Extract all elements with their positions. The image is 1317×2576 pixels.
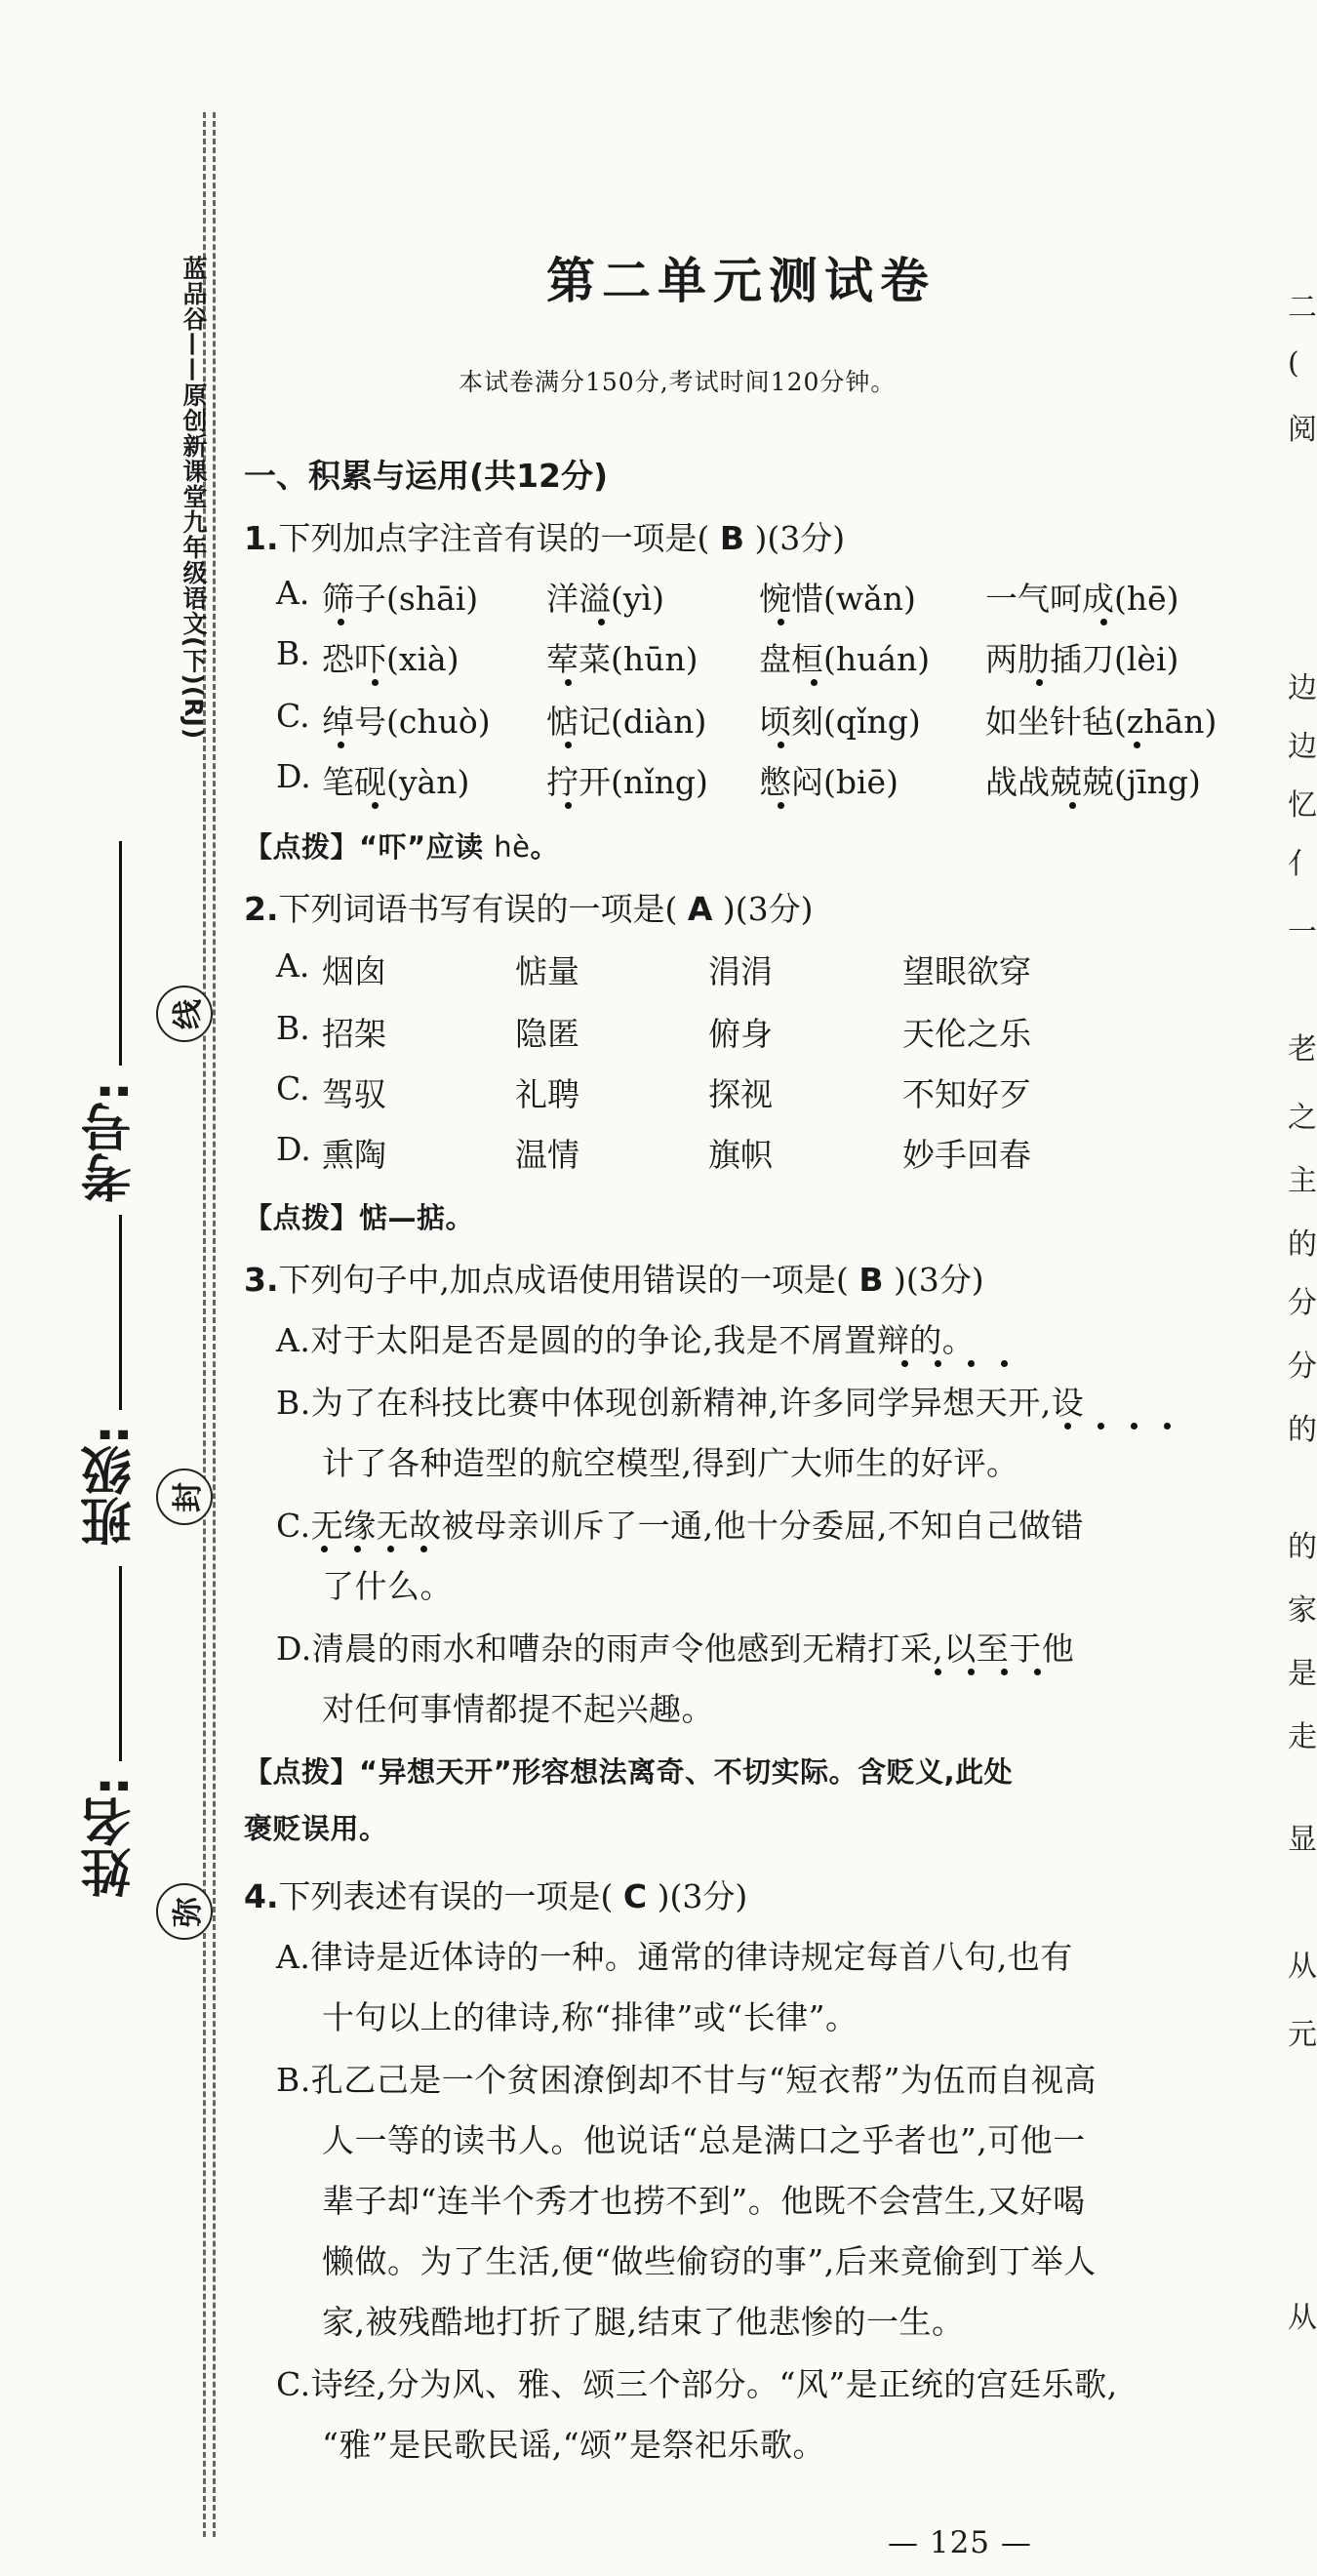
option-b-letter: B. [276, 634, 310, 672]
emphasis-dot [778, 742, 784, 748]
emphasis-dot [1098, 1423, 1104, 1429]
emphasis-dot [420, 1546, 427, 1552]
field-label-class: 班级: [82, 1425, 140, 1547]
binding-dashed-line-inner [213, 112, 216, 2537]
field-label-name: 姓名: [82, 1776, 140, 1898]
question-stem: 下列表述有误的一项是( [278, 1877, 614, 1915]
field-line-name[interactable] [119, 1566, 122, 1761]
right-page-fragment: 二 [1288, 291, 1317, 325]
emphasis-dot [1036, 679, 1043, 686]
option-d-letter: D. [276, 757, 311, 795]
option-c-letter: C. [276, 1069, 310, 1107]
tip-continued-text: 褒贬误用。 [244, 1812, 388, 1845]
option-b-line: B.孔乙己是一个贫困潦倒却不甘与“短衣帮”为伍而自视高 [276, 2061, 1097, 2099]
right-page-fragment: 是 [1288, 1657, 1317, 1691]
question-1-tip [244, 825, 559, 865]
option-cell: 涓涓 [708, 952, 773, 990]
option-cell: 拧开(nǐng) [546, 763, 708, 801]
seal-mark-line: 线 [156, 986, 213, 1042]
question-score: )(3分) [657, 1877, 748, 1915]
right-page-fragment: 之 [1288, 1101, 1317, 1135]
emphasis-dot [1131, 1423, 1137, 1429]
option-d-line: D.清晨的雨水和嘈杂的雨声令他感到无精打采,以至于他 [276, 1630, 1075, 1668]
emphasis-dot [935, 1669, 941, 1675]
option-cell: 顷刻(qǐng) [759, 703, 921, 741]
option-cell: 憋闷(biē) [759, 763, 898, 801]
question-number: 2. [244, 890, 279, 928]
option-a-letter: A. [276, 574, 310, 612]
question-number: 1. [244, 519, 279, 557]
option-cell: 盘桓(huán) [759, 640, 931, 678]
answer-mark: C [622, 1877, 648, 1915]
option-b-line: B.为了在科技比赛中体现创新精神,许多同学异想天开,设 [276, 1384, 1085, 1422]
question-score: )(3分) [722, 890, 814, 928]
question-score: )(3分) [754, 519, 846, 557]
field-label-exam-number: 考号: [82, 1081, 140, 1203]
option-a-line: A.律诗是近体诗的一种。通常的律诗规定每首八句,也有 [276, 1938, 1073, 1976]
emphasis-dot [778, 619, 784, 625]
page-title: 第二单元测试卷 [546, 253, 936, 309]
right-page-fragment: 主 [1288, 1164, 1317, 1198]
answer-mark: B [719, 519, 745, 557]
question-2-stem [244, 884, 814, 930]
option-cell: 洋溢(yì) [546, 580, 664, 618]
right-page-fragment: 分 [1288, 1286, 1317, 1320]
tip-text: 惦—掂。 [359, 1201, 475, 1234]
emphasis-dot [778, 802, 784, 809]
option-cell: 俯身 [708, 1015, 773, 1053]
right-page-fragment: 边 [1288, 671, 1317, 705]
tip-pinyin: hè [494, 830, 531, 864]
emphasis-dot [565, 742, 572, 748]
answer-mark: A [687, 890, 713, 928]
right-page-fragment: 一 [1288, 915, 1317, 949]
right-page-fragment-strip [1286, 0, 1317, 2576]
option-b-line: 辈子却“连半个秀才也捞不到”。他既不会营生,又好喝 [322, 2182, 1086, 2220]
question-stem: 下列加点字注音有误的一项是( [278, 519, 710, 557]
option-cell: 熏陶 [322, 1136, 386, 1174]
option-cell: 天伦之乐 [902, 1015, 1031, 1053]
right-page-fragment: 老 [1288, 1032, 1317, 1067]
emphasis-dot [1100, 619, 1107, 625]
option-c-letter: C. [276, 697, 310, 735]
emphasis-dot [1064, 1423, 1071, 1429]
right-page-fragment: 的 [1288, 1228, 1317, 1262]
option-c-line: 了什么。 [322, 1567, 453, 1605]
right-page-fragment: 走 [1288, 1720, 1317, 1754]
right-page-fragment: 的 [1288, 1413, 1317, 1447]
option-b-line: 人一等的读书人。他说话“总是满口之乎者也”,可他一 [322, 2121, 1086, 2159]
emphasis-dot [338, 742, 344, 748]
option-cell: 惋惜(wǎn) [759, 580, 916, 618]
right-page-fragment: 分 [1288, 1349, 1317, 1384]
tip-end: 。 [530, 830, 559, 864]
emphasis-dot [565, 802, 572, 809]
emphasis-dot [598, 619, 605, 625]
question-2-tip [244, 1196, 474, 1236]
option-a-line: 十句以上的律诗,称“排律”或“长律”。 [322, 1998, 858, 2036]
option-cell: 如坐针毡(zhān) [985, 703, 1217, 741]
option-cell: 恐吓(xià) [322, 640, 459, 678]
option-cell: 旗帜 [708, 1136, 773, 1174]
question-4-stem [244, 1872, 747, 1917]
right-page-fragment: 边 [1288, 730, 1317, 764]
question-3-tip: 【点拨】“异想天开”形容想法离奇、不切实际。含贬义,此处 [244, 1755, 1014, 1789]
option-cell: 惦量 [515, 952, 579, 990]
option-cell: 一气呵成(hē) [985, 580, 1179, 618]
question-score: )(3分) [894, 1261, 984, 1299]
option-cell: 两肋插刀(lèi) [985, 640, 1179, 678]
emphasis-dot [901, 1360, 908, 1367]
question-1-stem [244, 513, 845, 559]
emphasis-dot [1164, 1423, 1171, 1429]
option-b-line: 家,被残酷地打折了腿,结束了他悲惨的一生。 [322, 2303, 965, 2341]
tip-label: 【点拨】 [244, 1755, 360, 1789]
option-a-letter: A. [276, 946, 310, 985]
option-a-line: A.对于太阳是否是圆的的争论,我是不屑置辩的。 [276, 1321, 976, 1359]
right-page-fragment: 显 [1288, 1823, 1317, 1857]
emphasis-dot [321, 1546, 328, 1552]
option-cell: 温情 [515, 1136, 579, 1174]
tip-text: “吓”应读 [359, 830, 484, 864]
right-page-fragment: 的 [1288, 1530, 1317, 1564]
emphasis-dot [338, 619, 344, 625]
emphasis-dot [372, 679, 379, 686]
option-b-letter: B. [276, 1009, 310, 1047]
option-cell: 筛子(shāi) [322, 580, 479, 618]
right-page-fragment: 元 [1288, 2018, 1317, 2052]
option-cell: 妙手回春 [902, 1136, 1031, 1174]
answer-mark: B [858, 1261, 884, 1299]
option-cell: 绰号(chuò) [322, 703, 491, 741]
exam-info: 本试卷满分150分,考试时间120分钟。 [459, 368, 897, 396]
option-d-line: 对任何事情都提不起兴趣。 [322, 1690, 714, 1728]
seal-mark-close: 弥 [156, 1883, 213, 1940]
option-cell: 荤菜(hūn) [546, 640, 698, 678]
option-c-line: C.无缘无故被母亲训斥了一通,他十分委屈,不知自己做错 [276, 1507, 1085, 1545]
option-cell: 笔砚(yàn) [322, 763, 470, 801]
option-cell: 烟囱 [322, 952, 386, 990]
option-c-line: C.诗经,分为风、雅、颂三个部分。“风”是正统的宫廷乐歌, [276, 2365, 1118, 2403]
question-stem: 下列词语书写有误的一项是( [278, 890, 678, 928]
emphasis-dot [968, 1669, 975, 1675]
series-header: 蓝品谷——原创新课堂九年级语文(下)(RJ) [180, 256, 208, 741]
emphasis-dot [1069, 802, 1076, 809]
emphasis-dot [1001, 1360, 1008, 1367]
right-page-fragment: 忆 [1288, 788, 1317, 823]
question-stem: 下列句子中,加点成语使用错误的一项是( [278, 1261, 849, 1299]
question-3-tip-continued [244, 1807, 388, 1847]
right-page-fragment: 从 [1288, 2301, 1317, 2335]
option-cell: 探视 [708, 1075, 773, 1113]
right-page-fragment: ( [1288, 346, 1299, 381]
emphasis-dot [354, 1546, 361, 1552]
option-b-line: 懒做。为了生活,便“做些偷窃的事”,后来竟偷到丁举人 [322, 2242, 1097, 2280]
option-cell: 礼聘 [515, 1075, 579, 1113]
emphasis-dot [811, 679, 818, 686]
question-number: 3. [244, 1261, 279, 1299]
right-page-fragment: 阅 [1288, 413, 1317, 447]
emphasis-dot [565, 679, 572, 686]
emphasis-dot [935, 1360, 941, 1367]
emphasis-dot [1001, 1669, 1008, 1675]
page-number: — 125 — [888, 2525, 1032, 2560]
option-cell: 驾驭 [322, 1075, 386, 1113]
section-title: 一、积累与运用(共12分) [244, 457, 609, 495]
option-cell: 招架 [322, 1015, 386, 1053]
right-page-fragment: 亻 [1288, 847, 1317, 881]
option-cell: 望眼欲穿 [902, 952, 1031, 990]
option-cell: 惦记(diàn) [546, 703, 707, 741]
emphasis-dot [387, 1546, 394, 1552]
option-d-letter: D. [276, 1130, 311, 1168]
tip-label: 【点拨】 [244, 830, 360, 864]
emphasis-dot [968, 1360, 975, 1367]
emphasis-dot [1034, 1669, 1041, 1675]
seal-mark-seal: 封 [156, 1469, 213, 1525]
question-number: 4. [244, 1877, 279, 1915]
option-cell: 战战兢兢(jīng) [985, 763, 1201, 801]
option-cell: 不知好歹 [902, 1075, 1031, 1113]
field-line-class[interactable] [119, 1215, 122, 1410]
question-3-stem [244, 1255, 984, 1301]
right-page-fragment: 从 [1288, 1950, 1317, 1984]
tip-label: 【点拨】 [244, 1201, 360, 1234]
right-page-fragment: 家 [1288, 1593, 1317, 1628]
emphasis-dot [1134, 742, 1140, 748]
option-b-line: 计了各种造型的航空模型,得到广大师生的好评。 [322, 1444, 1019, 1482]
emphasis-dot [372, 802, 379, 809]
field-line-exam-number[interactable] [119, 841, 122, 1066]
option-c-line: “雅”是民歌民谣,“颂”是祭祀乐歌。 [322, 2426, 825, 2464]
option-cell: 隐匿 [515, 1015, 579, 1053]
